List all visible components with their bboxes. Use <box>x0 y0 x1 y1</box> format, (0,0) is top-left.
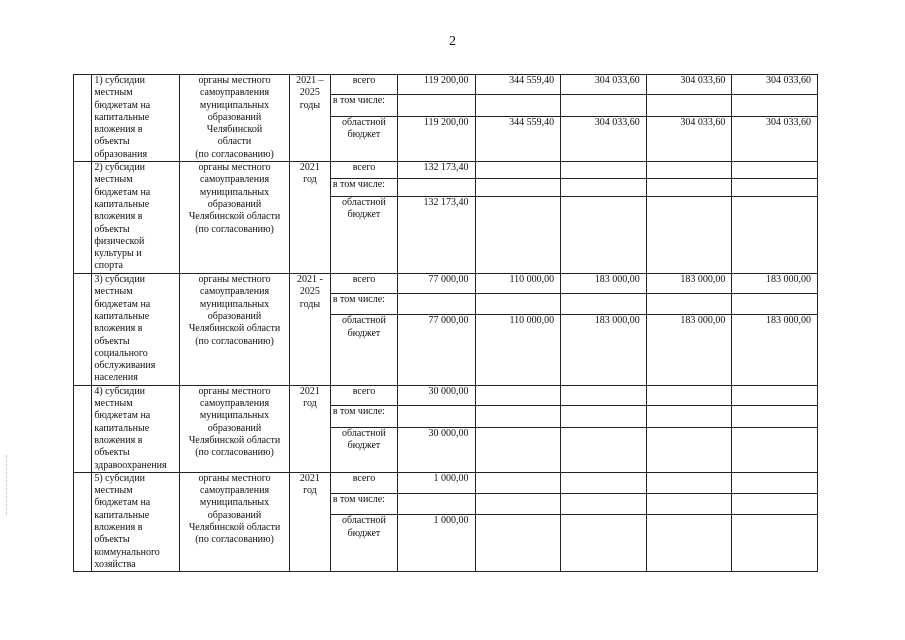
budget-table <box>73 74 818 572</box>
region-value-cell <box>561 515 647 572</box>
source-region-label: областной бюджет <box>342 515 386 539</box>
measure-name: 5) субсидии местным бюджетам на капитальные вложения в объекты коммунального хозяйства <box>94 472 160 570</box>
scan-margin-mark <box>6 455 8 515</box>
total-value-cell <box>732 385 818 405</box>
period-cell <box>290 472 331 571</box>
region-value-cell <box>732 197 818 274</box>
region-value-cell: 304 033,60 <box>646 116 732 161</box>
source-total-label: всего <box>330 472 397 493</box>
region-value-cell: 119 200,00 <box>398 116 475 161</box>
empty-value-cell <box>398 294 475 315</box>
region-value-cell: 183 000,00 <box>561 315 647 385</box>
empty-value-cell <box>398 95 475 117</box>
source-region-cell <box>330 515 397 572</box>
source-region-label: областной бюджет <box>342 427 386 452</box>
row-number-cell <box>74 162 92 274</box>
measure-name-cell <box>92 385 180 472</box>
executor-text: органы местного самоуправления муниципальных образований Челябинской области (по согласованию) <box>188 472 281 546</box>
executor-text: органы местного самоуправления муниципальных образований Челябинской области (по согласованию) <box>188 385 281 459</box>
source-region-cell <box>330 197 397 274</box>
region-value-cell: 183 000,00 <box>646 315 732 385</box>
empty-value-cell <box>732 406 818 428</box>
period-text: 2021 год <box>299 162 320 186</box>
total-value-cell <box>732 162 818 179</box>
period-text: 2021 год <box>299 472 320 497</box>
region-value-cell: 344 559,40 <box>475 116 561 161</box>
total-value-cell: 1 000,00 <box>398 472 475 493</box>
empty-value-cell <box>398 406 475 428</box>
region-value-cell: 77 000,00 <box>398 315 475 385</box>
source-region-label: областной бюджет <box>342 315 386 339</box>
source-including-label: в том числе: <box>330 294 397 315</box>
total-value-cell: 183 000,00 <box>646 274 732 294</box>
empty-value-cell <box>732 494 818 515</box>
region-value-cell <box>561 197 647 274</box>
period-text: 2021 - 2025 годы <box>297 274 323 310</box>
source-including-label: в том числе: <box>330 494 397 515</box>
total-value-cell <box>646 385 732 405</box>
source-region-cell <box>330 427 397 472</box>
period-text: 2021 – 2025 годы <box>296 75 324 111</box>
period-cell <box>290 274 331 386</box>
total-value-cell: 110 000,00 <box>475 274 561 294</box>
total-value-cell <box>475 162 561 179</box>
empty-value-cell <box>398 179 475 197</box>
source-total-label: всего <box>330 385 397 405</box>
empty-value-cell <box>475 494 561 515</box>
table-row <box>74 274 818 294</box>
empty-value-cell <box>561 95 647 117</box>
executor-cell <box>179 274 289 386</box>
source-region-label: областной бюджет <box>342 116 386 141</box>
measure-name: 3) субсидии местным бюджетам на капитальные вложения в объекты социального обслуживания населения <box>94 274 156 384</box>
empty-value-cell <box>561 179 647 197</box>
empty-value-cell <box>398 494 475 515</box>
total-value-cell <box>475 385 561 405</box>
executor-text: органы местного самоуправления муниципальных образований Челябинской области (по согласованию) <box>188 274 281 347</box>
region-value-cell <box>732 515 818 572</box>
empty-value-cell <box>646 406 732 428</box>
region-value-cell: 183 000,00 <box>732 315 818 385</box>
total-value-cell: 30 000,00 <box>398 385 475 405</box>
row-number-cell <box>74 274 92 386</box>
total-value-cell: 344 559,40 <box>475 75 561 95</box>
source-region-label: областной бюджет <box>342 197 386 221</box>
source-including-label: в том числе: <box>330 179 397 197</box>
total-value-cell: 183 000,00 <box>561 274 647 294</box>
table-row <box>74 75 818 95</box>
source-region-cell <box>330 315 397 385</box>
source-total-label: всего <box>330 75 397 95</box>
table-row <box>74 385 818 405</box>
total-value-cell <box>561 162 647 179</box>
total-value-cell <box>732 472 818 493</box>
table-body <box>74 75 818 572</box>
empty-value-cell <box>475 294 561 315</box>
table-row <box>74 162 818 179</box>
empty-value-cell <box>732 179 818 197</box>
region-value-cell: 1 000,00 <box>398 515 475 572</box>
region-value-cell <box>732 427 818 472</box>
source-region-cell <box>330 116 397 161</box>
empty-value-cell <box>646 294 732 315</box>
total-value-cell <box>561 385 647 405</box>
empty-value-cell <box>475 406 561 428</box>
source-total-label: всего <box>330 162 397 179</box>
region-value-cell: 110 000,00 <box>475 315 561 385</box>
empty-value-cell <box>646 95 732 117</box>
period-cell <box>290 75 331 162</box>
measure-name: 4) субсидии местным бюджетам на капитальные вложения в объекты здравоохранения <box>94 385 167 471</box>
measure-name: 2) субсидии местным бюджетам на капитальные вложения в объекты физической культуры и спорта <box>94 162 151 272</box>
region-value-cell: 304 033,60 <box>561 116 647 161</box>
source-including-label: в том числе: <box>330 95 397 117</box>
region-value-cell <box>646 197 732 274</box>
empty-value-cell <box>646 494 732 515</box>
region-value-cell <box>561 427 647 472</box>
region-value-cell: 30 000,00 <box>398 427 475 472</box>
region-value-cell <box>475 197 561 274</box>
empty-value-cell <box>475 179 561 197</box>
source-including-label: в том числе: <box>330 406 397 428</box>
total-value-cell <box>646 472 732 493</box>
region-value-cell: 304 033,60 <box>732 116 818 161</box>
total-value-cell: 119 200,00 <box>398 75 475 95</box>
measure-name: 1) субсидии местным бюджетам на капитальные вложения в объекты образования <box>94 75 151 160</box>
period-cell <box>290 385 331 472</box>
measure-name-cell <box>92 75 180 162</box>
empty-value-cell <box>475 95 561 117</box>
total-value-cell: 304 033,60 <box>732 75 818 95</box>
measure-name-cell <box>92 162 180 274</box>
period-cell <box>290 162 331 274</box>
total-value-cell: 132 173,40 <box>398 162 475 179</box>
table-row <box>74 472 818 493</box>
total-value-cell: 304 033,60 <box>561 75 647 95</box>
empty-value-cell <box>561 406 647 428</box>
executor-cell <box>179 385 289 472</box>
region-value-cell <box>646 515 732 572</box>
total-value-cell: 304 033,60 <box>646 75 732 95</box>
total-value-cell <box>646 162 732 179</box>
executor-cell <box>179 162 289 274</box>
empty-value-cell <box>561 494 647 515</box>
executor-text: органы местного самоуправления муниципальных образований Челябинской области (по согласованию) <box>188 162 281 235</box>
empty-value-cell <box>732 294 818 315</box>
empty-value-cell <box>646 179 732 197</box>
measure-name-cell <box>92 274 180 386</box>
executor-cell <box>179 75 289 162</box>
region-value-cell <box>646 427 732 472</box>
region-value-cell: 132 173,40 <box>398 197 475 274</box>
total-value-cell: 77 000,00 <box>398 274 475 294</box>
row-number-cell <box>74 385 92 472</box>
row-number-cell <box>74 472 92 571</box>
total-value-cell <box>561 472 647 493</box>
row-number-cell <box>74 75 92 162</box>
empty-value-cell <box>732 95 818 117</box>
region-value-cell <box>475 427 561 472</box>
total-value-cell: 183 000,00 <box>732 274 818 294</box>
executor-cell <box>179 472 289 571</box>
executor-text: органы местного самоуправления муниципальных образований Челябинской области (по согласованию) <box>195 75 274 160</box>
period-text: 2021 год <box>299 385 320 410</box>
empty-value-cell <box>561 294 647 315</box>
region-value-cell <box>475 515 561 572</box>
measure-name-cell <box>92 472 180 571</box>
page-number: 2 <box>449 34 456 49</box>
total-value-cell <box>475 472 561 493</box>
source-total-label: всего <box>330 274 397 294</box>
